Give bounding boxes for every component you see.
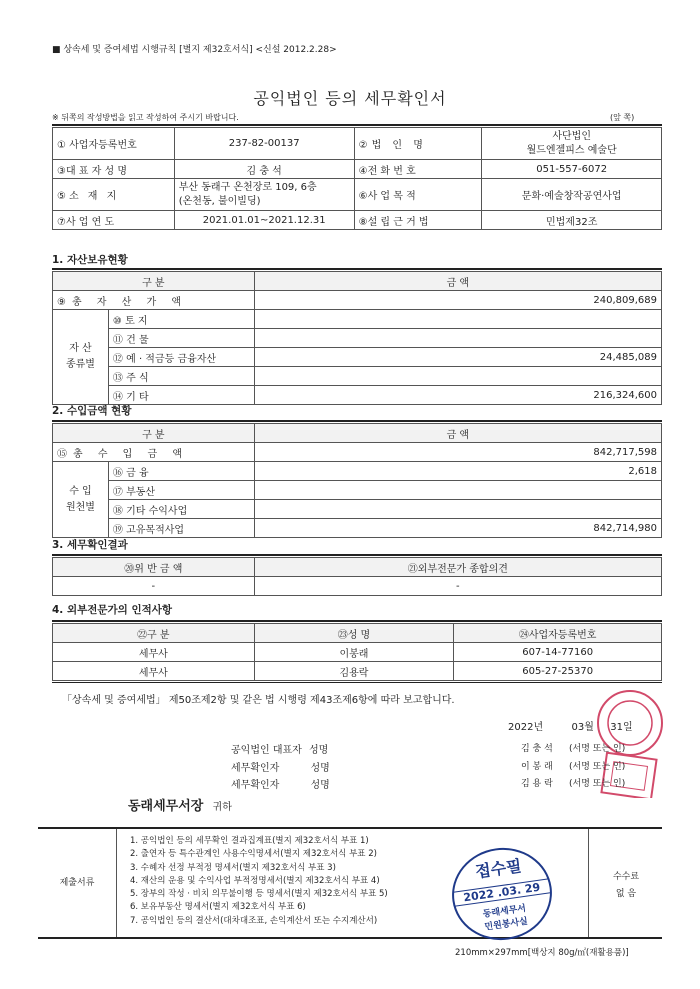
- doc-item: 3. 수혜자 선정 부적정 명세서(별지 제32호서식 부표 3): [130, 862, 336, 873]
- income-col-category: 구 분: [53, 424, 255, 443]
- basic-info-table: [52, 127, 662, 230]
- income-row-label: ⑱ 기타 수익사업: [108, 500, 254, 519]
- report-statement: 「상속세 및 증여세법」 제50조제2항 및 같은 법 시행령 제43조제6항에 따라 보고합니다.: [62, 695, 455, 706]
- income-group-label: 수 입 원천별: [53, 462, 109, 538]
- income-total-label: ⑮총 수 입 금 액: [53, 443, 255, 462]
- expert-type: 세무사: [53, 643, 255, 662]
- doc-item: 7. 공익법인 등의 결산서(대차대조표, 손익계산서 또는 수지계산서): [130, 915, 378, 926]
- signer-role: 세무확인자: [231, 780, 280, 791]
- signer-name: 김 충 석: [521, 744, 553, 754]
- section-3-title: 3. 세무확인결과: [52, 539, 128, 551]
- asset-row-amount: [254, 310, 661, 329]
- year-label: ⑦사 업 연 도: [53, 211, 175, 230]
- doc-item: 2. 출연자 등 특수관계인 사용수익명세서(별지 제32호서식 부표 2): [130, 849, 377, 860]
- violation-amount-value: -: [53, 577, 255, 596]
- basis-label: ⑧설 립 근 거 법: [354, 211, 482, 230]
- date-year: 2022년: [508, 722, 544, 733]
- asset-row-label: ⑭ 기 타: [108, 386, 254, 405]
- asset-row-amount: 24,485,089: [254, 348, 661, 367]
- asset-row-label: ⑩ 토 지: [108, 310, 254, 329]
- income-row-amount: 842,714,980: [254, 519, 661, 538]
- receipt-stamp-office: 동래세무서: [482, 903, 527, 920]
- expert-col-type: ㉒구 분: [53, 624, 255, 643]
- section-4-title: 4. 외부전문가의 인적사항: [52, 604, 173, 616]
- rep-label: ③대 표 자 성 명: [53, 160, 175, 179]
- violation-amount-header: ⑳위 반 금 액: [53, 558, 255, 577]
- fee-value: 없 음: [615, 889, 637, 899]
- receipt-stamp-title: 접수필: [474, 856, 523, 882]
- year-value: 2021.01.01~2021.12.31: [174, 211, 354, 230]
- signer-tag: 성명: [310, 763, 330, 774]
- asset-row-label: ⑪ 건 물: [108, 329, 254, 348]
- fee-label: 수수료: [612, 872, 640, 882]
- receipt-stamp-desk: 민원봉사실: [484, 916, 529, 933]
- income-table: [52, 423, 662, 538]
- paper-spec-footer: 210mm×297mm[백상지 80g/㎡(재활용품)]: [455, 948, 629, 958]
- doc-item: 4. 재산의 운용 및 수익사업 부적정명세서(별지 제32호서식 부표 4): [130, 875, 380, 886]
- expert-name: 김용락: [254, 662, 454, 681]
- expert-opinion-header: ㉑외부전문가 종합의견: [254, 558, 661, 577]
- asset-row-amount: 216,324,600: [254, 386, 661, 405]
- rep-value: 김 충 석: [174, 160, 354, 179]
- corp-name-label: ②법 인 명: [354, 128, 482, 160]
- tel-label: ④전 화 번 호: [354, 160, 482, 179]
- expert-opinion-value: -: [254, 577, 661, 596]
- expert-name: 이봉래: [254, 643, 454, 662]
- asset-row-amount: [254, 367, 661, 386]
- page-side: (앞 쪽): [610, 113, 635, 122]
- expert-table: [52, 623, 662, 681]
- docs-label: 제출서류: [38, 829, 117, 937]
- purpose-value: 문화·예술창작공연사업: [482, 179, 662, 211]
- expert-reg-no: 607-14-77160: [454, 643, 662, 662]
- income-col-amount: 금 액: [254, 424, 661, 443]
- docs-list: [130, 835, 388, 928]
- signer-role: 세무확인자: [231, 763, 280, 774]
- doc-item: 6. 보유부동산 명세서(별지 제32호서식 부표 6): [130, 902, 306, 913]
- signer-row: [231, 741, 651, 756]
- asset-row-label: ⑬ 주 식: [108, 367, 254, 386]
- asset-group-label: 자 산 종류별: [53, 310, 109, 405]
- reg-no-value: 237-82-00137: [174, 128, 354, 160]
- signer-name: 김 용 락: [521, 779, 553, 789]
- signer-signature: (서명 또는 인): [569, 744, 626, 754]
- purpose-label: ⑥사 업 목 적: [354, 179, 482, 211]
- submission-docs-box: [38, 827, 662, 939]
- income-row-amount: 2,618: [254, 462, 661, 481]
- expert-col-name: ㉓성 명: [254, 624, 454, 643]
- income-row-label: ⑲ 고유목적사업: [108, 519, 254, 538]
- addr-value: 부산 동래구 온천장로 109, 6층 (온천동, 불이빌딩): [174, 179, 354, 211]
- addressee: [128, 795, 232, 814]
- section-1-title: 1. 자산보유현황: [52, 254, 128, 266]
- fee-cell: [588, 829, 663, 937]
- form-header-note: ■ 상속세 및 증여세법 시행규칙 [별지 제32호서식] <신설 2012.2.28>: [52, 45, 337, 55]
- instruction-note: ※ 뒤쪽의 작성방법을 읽고 작성하여 주시기 바랍니다.: [52, 113, 239, 122]
- signer-signature: (서명 또는 인): [569, 762, 626, 772]
- signer-row: [231, 759, 651, 774]
- receipt-stamp-date: 2022 .03. 29: [453, 878, 550, 906]
- asset-row-label: ⑫ 예 · 적금등 금융자산: [108, 348, 254, 367]
- signer-role: 공익법인 대표자: [231, 745, 302, 756]
- date-month: 03월: [571, 722, 594, 733]
- expert-type: 세무사: [53, 662, 255, 681]
- date-day: 31일: [610, 722, 633, 733]
- doc-item: 1. 공익법인 등의 세무확인 결과집계표(별지 제32호서식 부표 1): [130, 836, 369, 846]
- basis-value: 민법제32조: [482, 211, 662, 230]
- income-row-amount: [254, 500, 661, 519]
- asset-table: [52, 271, 662, 405]
- result-table: [52, 557, 662, 596]
- corp-name-value: 사단법인 월드엔젤피스 예술단: [482, 128, 662, 160]
- addressee-office: 동래세무서장: [128, 799, 204, 814]
- asset-total-value: 240,809,689: [254, 291, 661, 310]
- page-title: 공익법인 등의 세무확인서: [253, 89, 447, 108]
- income-row-amount: [254, 481, 661, 500]
- tel-value: 051-557-6072: [482, 160, 662, 179]
- income-row-label: ⑰ 부동산: [108, 481, 254, 500]
- signer-name: 이 봉 래: [521, 762, 553, 772]
- expert-reg-no: 605-27-25370: [454, 662, 662, 681]
- asset-row-amount: [254, 329, 661, 348]
- signer-tag: 성명: [310, 780, 330, 791]
- signer-row: [231, 776, 651, 791]
- reg-no-label: ① 사업자등록번호: [53, 128, 175, 160]
- doc-item: 5. 장부의 작성 · 비치 의무불이행 등 명세서(별지 제32호서식 부표 5): [130, 889, 388, 900]
- addressee-suffix: 귀하: [212, 802, 232, 813]
- expert-col-reg: ㉔사업자등록번호: [454, 624, 662, 643]
- section-2-title: 2. 수입금액 현황: [52, 405, 132, 417]
- income-row-label: ⑯ 금 융: [108, 462, 254, 481]
- addr-label: ⑤소 재 지: [53, 179, 175, 211]
- asset-col-category: 구 분: [53, 272, 255, 291]
- income-total-value: 842,717,598: [254, 443, 661, 462]
- asset-col-amount: 금 액: [254, 272, 661, 291]
- asset-total-label: ⑨총 자 산 가 액: [53, 291, 255, 310]
- signer-tag: 성명: [309, 745, 329, 756]
- signer-signature: (서명 또는 인): [569, 779, 626, 789]
